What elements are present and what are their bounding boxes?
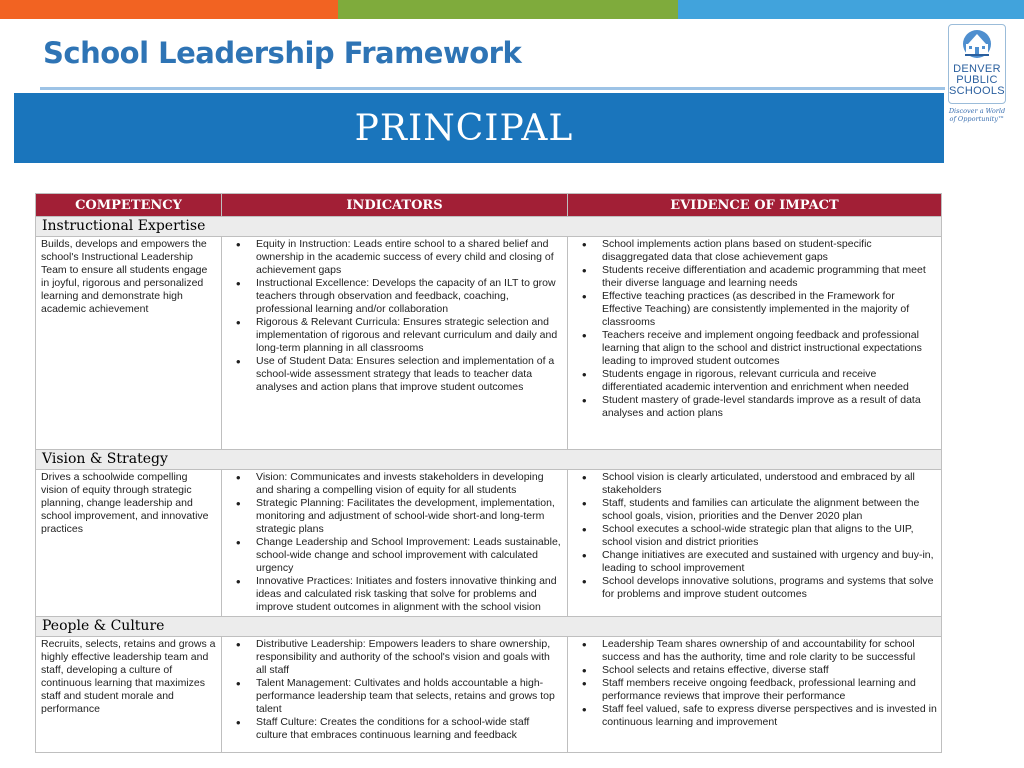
section-heading-row (36, 617, 942, 637)
list-item: • Distributive Leadership: Empowers leaders to share ownership, responsibility and authority of the school's vision and goals with all staff (227, 638, 563, 677)
list-item: • Staff Culture: Creates the conditions for a school-wide staff culture that embraces continuous learning and feedback (227, 716, 563, 742)
list-item: • Innovative Practices: Initiates and fosters innovative thinking and ideas and calculated risk tasking that solve for problems and improve student outcomes in alignment with the school vision (227, 575, 563, 614)
list-item: • Instructional Excellence: Develops the capacity of an ILT to grow teachers through observation and feedback, coaching, professional learning and/or collaboration (227, 277, 563, 316)
top-bar-orange (0, 0, 338, 19)
logo-line-schools: SCHOOLS (949, 85, 1005, 97)
indicators-list (227, 471, 563, 614)
section-heading-people-culture: People & Culture (36, 617, 942, 637)
evidence-list (573, 238, 937, 420)
evidence-list (573, 471, 937, 601)
list-item: • Use of Student Data: Ensures selection and implementation of a school-wide assessment strategy that leads to teacher data analyses and action plans that improve student outcomes (227, 355, 563, 394)
indicators-cell (222, 237, 568, 450)
indicators-cell (222, 470, 568, 617)
list-item: • School selects and retains effective, diverse staff (573, 664, 937, 677)
list-item: • Students engage in rigorous, relevant curricula and receive differentiated academic intervention and enrichment when needed (573, 368, 937, 394)
logo-tagline-2: of Opportunity™ (949, 115, 1005, 123)
competency-cell: Drives a schoolwide compelling vision of equity through strategic planning, change leadership and school improvement, and innovative practices (36, 470, 222, 617)
list-item: • Equity in Instruction: Leads entire school to a shared belief and ownership in the academic success of every child and closing of achievement gaps (227, 238, 563, 277)
list-item: • Students receive differentiation and academic programming that meet their diverse language and learning needs (573, 264, 937, 290)
section-heading-row (36, 217, 942, 237)
table-header-row (36, 194, 942, 217)
list-item: • School develops innovative solutions, programs and systems that solve for problems and improve student outcomes (573, 575, 937, 601)
list-item: • School executes a school-wide strategic plan that aligns to the UIP, school vision and district priorities (573, 523, 937, 549)
col-header-competency: COMPETENCY (36, 194, 222, 217)
table-row (36, 237, 942, 450)
list-item: • Change initiatives are executed and sustained with urgency and buy-in, leading to school improvement (573, 549, 937, 575)
section-heading-instructional-expertise: Instructional Expertise (36, 217, 942, 237)
top-color-bar (0, 0, 1024, 19)
top-bar-green (338, 0, 678, 19)
list-item: • Change Leadership and School Improvement: Leads sustainable, school-wide change and school improvement with calculated urgency (227, 536, 563, 575)
competency-cell: Builds, develops and empowers the school's Instructional Leadership Team to ensure all students engage in joyful, rigorous and personalized learning and demonstrate high academic achievement (36, 237, 222, 450)
page-title: School Leadership Framework (43, 36, 522, 70)
list-item: • School implements action plans based on student-specific disaggregated data that close achievement gaps (573, 238, 937, 264)
list-item: • Talent Management: Cultivates and holds accountable a high-performance leadership team that selects, retains and grows top talent (227, 677, 563, 716)
list-item: • School vision is clearly articulated, understood and embraced by all stakeholders (573, 471, 937, 497)
framework-table (35, 193, 942, 753)
list-item: • Effective teaching practices (as described in the Framework for Effective Teaching) are consistently implemented in the majority of classrooms (573, 290, 937, 329)
role-banner (14, 93, 944, 163)
list-item: • Leadership Team shares ownership of and accountability for school success and has the authority, time and role clarity to be successful (573, 638, 937, 664)
list-item: • Staff members receive ongoing feedback, professional learning and performance reviews that improve their performance (573, 677, 937, 703)
table-row (36, 637, 942, 753)
list-item: • Teachers receive and implement ongoing feedback and professional learning that align to the school and district instructional expectations leading to improved student outcomes (573, 329, 937, 368)
top-bar-blue (678, 0, 1024, 19)
school-building-icon (960, 29, 994, 59)
indicators-list (227, 238, 563, 394)
list-item: • Strategic Planning: Facilitates the development, implementation, monitoring and adjustment of school-wide short-and long-term strategic plans (227, 497, 563, 536)
list-item: • Staff, students and families can articulate the alignment between the school goals, vision, priorities and the Denver 2020 plan (573, 497, 937, 523)
title-divider (40, 87, 945, 90)
logo-line-public: PUBLIC (956, 74, 998, 86)
indicators-cell (222, 637, 568, 753)
list-item: • Vision: Communicates and invests stakeholders in developing and sharing a compelling vision of equity for all students (227, 471, 563, 497)
section-heading-row (36, 450, 942, 470)
logo-tagline-1: Discover a World (948, 107, 1006, 115)
col-header-evidence: EVIDENCE OF IMPACT (568, 194, 942, 217)
list-item: • Rigorous & Relevant Curricula: Ensures strategic selection and implementation of rigorous and relevant curriculum and daily and long-term planning in all classrooms (227, 316, 563, 355)
col-header-indicators: INDICATORS (222, 194, 568, 217)
logo-line-denver: DENVER (953, 63, 1001, 75)
list-item: • Staff feel valued, safe to express diverse perspectives and is invested in continuous learning and improvement (573, 703, 937, 729)
logo-frame (948, 24, 1006, 104)
competency-cell: Recruits, selects, retains and grows a highly effective leadership team and staff, developing a culture of continuous learning that maximizes staff and student morale and performance (36, 637, 222, 753)
role-banner-label: PRINCIPAL (354, 107, 574, 149)
evidence-cell (568, 637, 942, 753)
evidence-cell (568, 470, 942, 617)
table-row (36, 470, 942, 617)
list-item: • Student mastery of grade-level standards improve as a result of data analyses and action plans (573, 394, 937, 420)
indicators-list (227, 638, 563, 742)
evidence-list (573, 638, 937, 729)
dps-logo (946, 24, 1008, 123)
section-heading-vision-strategy: Vision & Strategy (36, 450, 942, 470)
evidence-cell (568, 237, 942, 450)
